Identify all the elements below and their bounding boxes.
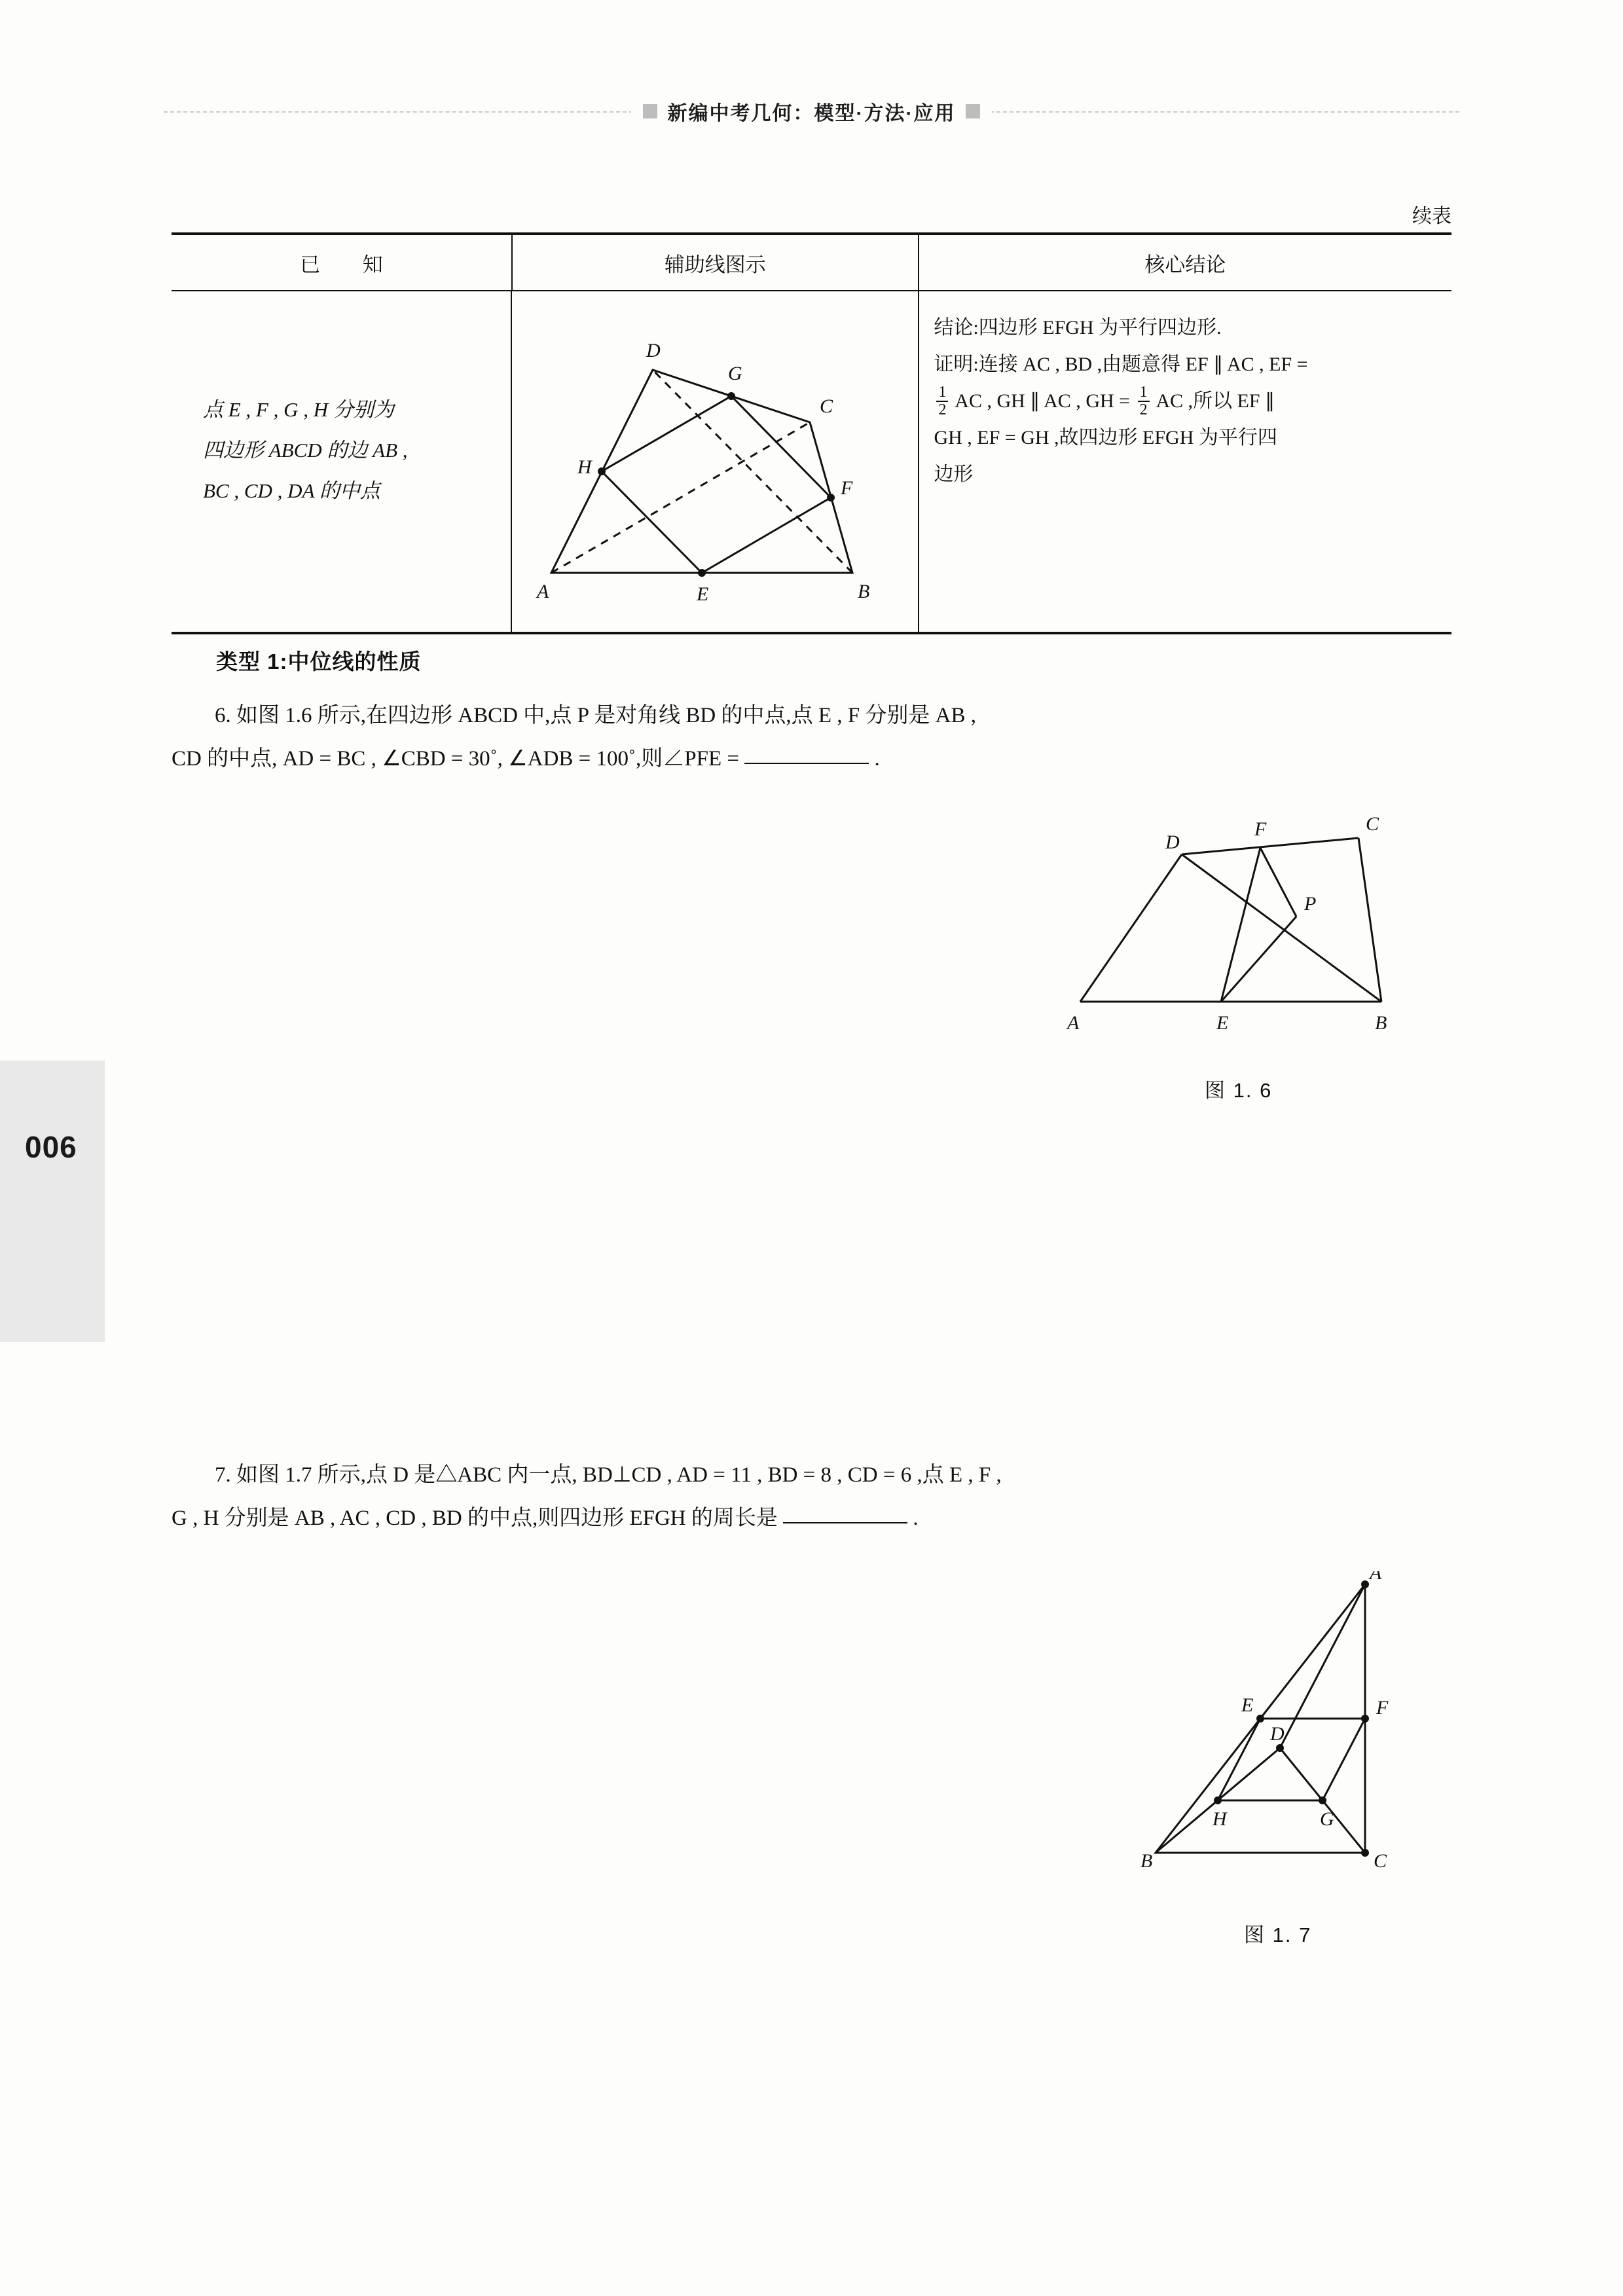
answer-blank-6[interactable] bbox=[744, 761, 869, 764]
table-cell-known bbox=[172, 291, 511, 632]
header-known-label: 已 知 bbox=[300, 253, 401, 276]
figure-label-G: G bbox=[728, 363, 743, 384]
book-title: 新编中考几何：模型·方法·应用 bbox=[667, 103, 956, 124]
header-title-wrap bbox=[631, 97, 993, 126]
table-bottom-border bbox=[172, 632, 1451, 634]
figure-1-6-label-C: C bbox=[1366, 813, 1379, 835]
figure-1-6-wrap bbox=[1061, 812, 1414, 1038]
problem-6-text-1: 如图 1.6 所示,在四边形 ABCD 中,点 P 是对角线 BD 的中点,点 E , F 分别是 AB , bbox=[236, 704, 977, 727]
known-line-2: 四边形 ABCD 的边 AB , bbox=[203, 439, 408, 462]
conclusion-line-3-mid: AC ,所以 EF ∥ bbox=[1156, 390, 1275, 412]
problem-7 bbox=[172, 1453, 1455, 1540]
figure-1-7-label-B: B bbox=[1140, 1850, 1153, 1872]
conclusion-line-4: GH , EF = GH ,故四边形 EFGH 为平行四 bbox=[934, 427, 1277, 449]
known-line-3: BC , CD , DA 的中点 bbox=[203, 479, 380, 502]
problem-6 bbox=[172, 694, 1455, 780]
square-ornament-icon bbox=[643, 104, 657, 118]
fraction-numerator-2: 1 bbox=[1139, 383, 1148, 401]
figure-1-6-label-B: B bbox=[1375, 1012, 1387, 1034]
summary-table bbox=[172, 232, 1451, 634]
figure-1-6-label-F: F bbox=[1254, 818, 1267, 840]
figure-label-B: B bbox=[858, 581, 870, 602]
table-header-row bbox=[172, 235, 1451, 290]
figure-label-C: C bbox=[820, 395, 833, 417]
figure-1-7-caption: 图 1. 7 bbox=[1244, 1923, 1312, 1946]
running-header bbox=[164, 92, 1459, 131]
figure-label-D: D bbox=[646, 340, 661, 361]
continued-table-label: 续表 bbox=[1412, 206, 1451, 227]
figure-1-6 bbox=[1061, 812, 1414, 1034]
problem-6-text-3: . bbox=[874, 747, 880, 771]
figure-1-7-label-F: F bbox=[1376, 1697, 1389, 1719]
figure-1-7-label-E: E bbox=[1241, 1694, 1254, 1716]
conclusion-line-3-pre: AC , GH ∥ AC , GH = bbox=[955, 390, 1131, 412]
figure-label-F: F bbox=[841, 477, 853, 499]
figure-1-6-label-P: P bbox=[1304, 893, 1317, 915]
conclusion-line-2: 证明:连接 AC , BD ,由题意得 EF ∥ AC , EF = bbox=[934, 354, 1308, 375]
fraction-one-half bbox=[936, 384, 948, 418]
answer-blank-7[interactable] bbox=[783, 1521, 907, 1523]
figure-1-6-label-A: A bbox=[1067, 1012, 1080, 1034]
table-header-cell-diagram bbox=[511, 235, 918, 290]
table-cell-diagram bbox=[511, 291, 918, 632]
known-text bbox=[203, 390, 491, 511]
header-conclusion-label: 核心结论 bbox=[1144, 253, 1226, 276]
conclusion-line-3 bbox=[934, 383, 1442, 420]
problem-7-line-1 bbox=[172, 1453, 1455, 1497]
figure-label-A: A bbox=[537, 581, 549, 602]
problem-6-line-2 bbox=[172, 737, 1455, 780]
problem-6-text-2: CD 的中点, AD = BC , ∠CBD = 30˚, ∠ADB = 100˚,则∠PFE = bbox=[172, 747, 740, 771]
problem-7-text-3: . bbox=[913, 1506, 919, 1530]
fraction-denominator: 2 bbox=[936, 401, 948, 418]
problem-7-number: 7. bbox=[215, 1463, 231, 1487]
figure-1-6-caption: 图 1. 6 bbox=[1205, 1079, 1273, 1102]
figure-1-7-label-G: G bbox=[1320, 1808, 1334, 1830]
fraction-one-half-2 bbox=[1138, 384, 1150, 418]
figure-1-7-label-H: H bbox=[1213, 1808, 1227, 1830]
page-number: 006 bbox=[25, 1130, 77, 1164]
table-cell-conclusion bbox=[918, 291, 1451, 632]
figure-1-7 bbox=[1139, 1571, 1440, 1886]
table-header-cell-known bbox=[172, 235, 511, 290]
conclusion-line-5: 边形 bbox=[934, 464, 974, 486]
quadrilateral-midpoint-figure bbox=[512, 291, 918, 632]
problem-7-text-2: G , H 分别是 AB , AC , CD , BD 的中点,则四边形 EFGH 的周长是 bbox=[172, 1506, 778, 1530]
figure-1-7-label-C: C bbox=[1374, 1850, 1387, 1872]
figure-1-7-label-D: D bbox=[1270, 1723, 1285, 1745]
problem-7-line-2 bbox=[172, 1497, 1455, 1540]
table-header-cell-conclusion bbox=[918, 235, 1451, 290]
fraction-denominator-2: 2 bbox=[1138, 401, 1150, 418]
figure-1-7-wrap bbox=[1139, 1571, 1440, 1889]
table-body-row bbox=[172, 291, 1451, 632]
conclusion-line-1: 结论:四边形 EFGH 为平行四边形. bbox=[934, 317, 1222, 338]
problem-7-text-1: 如图 1.7 所示,点 D 是△ABC 内一点, BD⊥CD , AD = 11 , BD = 8 , CD = 6 ,点 E , F , bbox=[236, 1463, 1002, 1487]
figure-1-6-label-D: D bbox=[1165, 831, 1180, 853]
figure-label-H: H bbox=[577, 456, 593, 478]
header-diagram-label: 辅助线图示 bbox=[664, 253, 766, 276]
figure-label-E: E bbox=[697, 583, 709, 605]
section-heading: 类型 1:中位线的性质 bbox=[216, 649, 422, 674]
page-tab bbox=[0, 1061, 105, 1342]
known-line-1: 点 E , F , G , H 分别为 bbox=[203, 398, 394, 421]
conclusion-text bbox=[934, 310, 1442, 493]
problem-6-line-1 bbox=[172, 694, 1455, 737]
square-ornament-icon bbox=[966, 104, 980, 118]
problem-6-number: 6. bbox=[215, 704, 231, 727]
figure-1-6-label-E: E bbox=[1216, 1012, 1229, 1034]
fraction-numerator: 1 bbox=[938, 383, 947, 401]
figure-1-7-label-A: A bbox=[1370, 1571, 1382, 1584]
